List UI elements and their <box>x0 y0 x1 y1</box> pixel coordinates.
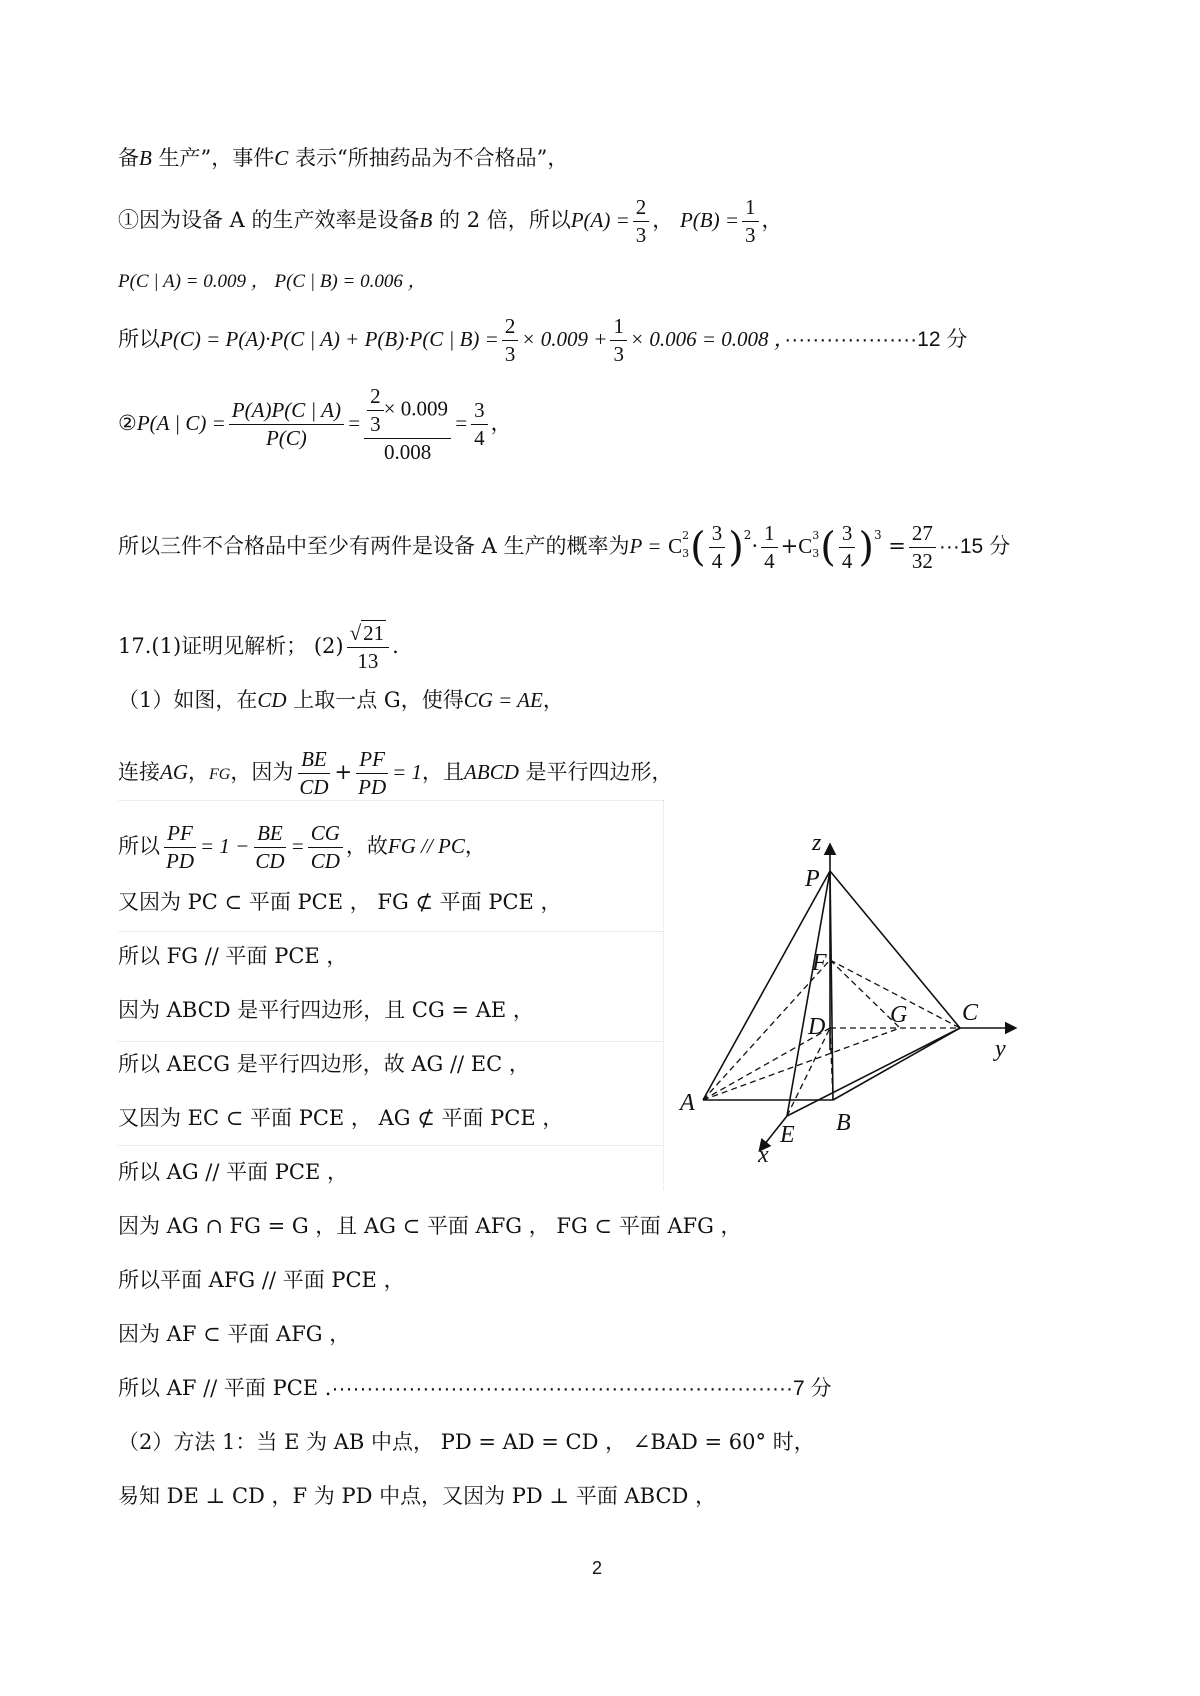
text-line: 所以三件不合格品中至少有两件是设备 A 生产的概率为P = C 2 3 ( $\frac{3}{4}$ )$^2$· $\frac{1}{4}$ +C 3 3 ( $\frac{3}{4}$ )$^3$ = $\frac{27}{32}$ ···15 分 <box>118 521 1011 574</box>
grid-line <box>118 931 663 932</box>
text-line: 因为 AF ⊂ 平面 AFG ， <box>118 1322 351 1346</box>
text-line: 所以平面 AFG // 平面 PCE ， <box>118 1268 405 1292</box>
edge-PE <box>787 871 830 1116</box>
text-line: （2）方法 1：当 E 为 AB 中点， PD = AD = CD ， ∠BAD = 60° 时， <box>118 1430 815 1454</box>
fraction: $\frac{1}{4}$ <box>761 522 778 573</box>
label-E: E <box>780 1122 795 1148</box>
label-D: D <box>808 1014 826 1040</box>
text-line: 又因为 PC ⊂ 平面 PCE ， FG ⊄ 平面 PCE ， <box>118 890 562 914</box>
fraction: $\frac{2}{3}$ <box>367 385 384 436</box>
fraction: $\frac{1}{3}$ <box>742 196 759 247</box>
text-line: 所以 AECG 是平行四边形，故 AG // EC ， <box>118 1052 530 1076</box>
fraction: $\frac{√21}{13}$ <box>347 622 390 673</box>
text-line: 所以 AF // 平面 PCE .··································································7 分 <box>118 1376 832 1400</box>
edge-BC <box>833 1028 960 1100</box>
combination: C 2 3 <box>668 529 690 561</box>
fraction: $\frac{CG}{CD}$ <box>308 822 343 873</box>
edge-EC <box>787 1028 960 1116</box>
text-line: 因为 ABCD 是平行四边形，且 CG = AE ， <box>118 998 534 1022</box>
fraction: $\frac{3}{4}$ <box>471 399 488 450</box>
grid-line <box>118 1041 663 1042</box>
label-C: C <box>962 1000 979 1026</box>
fraction: $\frac{1}{3}$ <box>610 315 627 366</box>
edge-ED <box>787 1028 830 1116</box>
fraction: $\frac{3}{4}$ <box>709 522 726 573</box>
pyramid-diagram <box>640 800 1050 1170</box>
text-line: 所以 $\frac{PF}{PD}$ = 1 − $\frac{BE}{CD}$ = $\frac{CG}{CD}$ ，故FG // PC， <box>118 821 486 874</box>
label-F: F <box>812 950 827 976</box>
text-line: 又因为 EC ⊂ 平面 PCE ， AG ⊄ 平面 PCE ， <box>118 1106 564 1130</box>
label-x: x <box>758 1142 769 1168</box>
fraction: $\frac{PF}{PD}$ <box>358 747 387 800</box>
label-y: y <box>995 1036 1006 1062</box>
fraction: $\frac{BE}{CD}$ <box>299 747 329 800</box>
grid-line <box>118 800 663 801</box>
score-marker: ···················12 分 <box>784 328 968 352</box>
fraction: $\frac{2}{3}$ <box>633 196 650 247</box>
text-line: 连接AG，FG，因为 $\frac{BE}{CD}$ + $\frac{PF}{PD}$ = 1，且ABCD 是平行四边形， <box>118 747 673 800</box>
text-line: ①因为设备 A 的生产效率是设备B 的 2 倍，所以P(A) = $\frac{2}{3}$ ， P(B) = $\frac{1}{3}$ ， <box>118 195 783 248</box>
fraction: $\frac{P(A)P(C | A)}{P(C)}$ <box>229 399 344 450</box>
fraction: $\frac{PF}{PD}$ <box>166 821 194 874</box>
text-line: 所以 FG // 平面 PCE ， <box>118 944 348 968</box>
text-line: 易知 DE ⊥ CD ，F 为 PD 中点，又因为 PD ⊥ 平面 ABCD ， <box>118 1484 717 1508</box>
text-line: 所以 AG // 平面 PCE ， <box>118 1160 348 1184</box>
label-P: P <box>805 866 820 892</box>
text-line: 因为 AG ∩ FG = G ，且 AG ⊂ 平面 AFG ， FG ⊂ 平面 AFG ， <box>118 1214 742 1238</box>
fraction: $\frac{2}{3}$ <box>502 315 519 366</box>
page-number: 2 <box>592 1558 603 1578</box>
grid-line <box>118 1145 663 1146</box>
text-line: P(C | A) = 0.009 ， P(C | B) = 0.006 ， <box>118 271 427 292</box>
fraction: $\frac{2}{3}$ × 0.009 0.008 <box>364 385 451 464</box>
label-z: z <box>812 830 822 856</box>
score-marker: ···15 分 <box>938 535 1011 559</box>
fraction: $\frac{3}{4}$ <box>839 522 856 573</box>
text-line: ②P(A | C) = $\frac{P(A)P(C | A)}{P(C)}$ = $\frac{2}{3}$ × 0.009 0.008 = $\frac{3}{4}$ ， <box>118 384 512 465</box>
text-line: （1）如图，在CD 上取一点 G，使得CG = AE， <box>118 688 564 712</box>
text-line: 17.(1)证明见解析； (2) $\frac{√21}{13}$ . <box>118 621 399 674</box>
label-G: G <box>890 1002 908 1028</box>
fraction: $\frac{BE}{CD}$ <box>255 821 285 874</box>
text-line: 所以P(C) = P(A)·P(C | A) + P(B)·P(C | B) = $\frac{2}{3}$ × 0.009 + $\frac{1}{3}$ × 0.006 = 0.008 ，···················12 分 <box>118 314 968 367</box>
score-marker: ··································································7 分 <box>331 1377 832 1400</box>
combination: C 3 3 <box>798 529 820 561</box>
fraction: $\frac{27}{32}$ <box>909 522 936 573</box>
edge-AG <box>703 1028 900 1100</box>
text-line: 备B 生产”，事件C 表示“所抽药品为不合格品”， <box>118 146 569 170</box>
label-B: B <box>836 1110 851 1136</box>
label-A: A <box>680 1090 695 1116</box>
